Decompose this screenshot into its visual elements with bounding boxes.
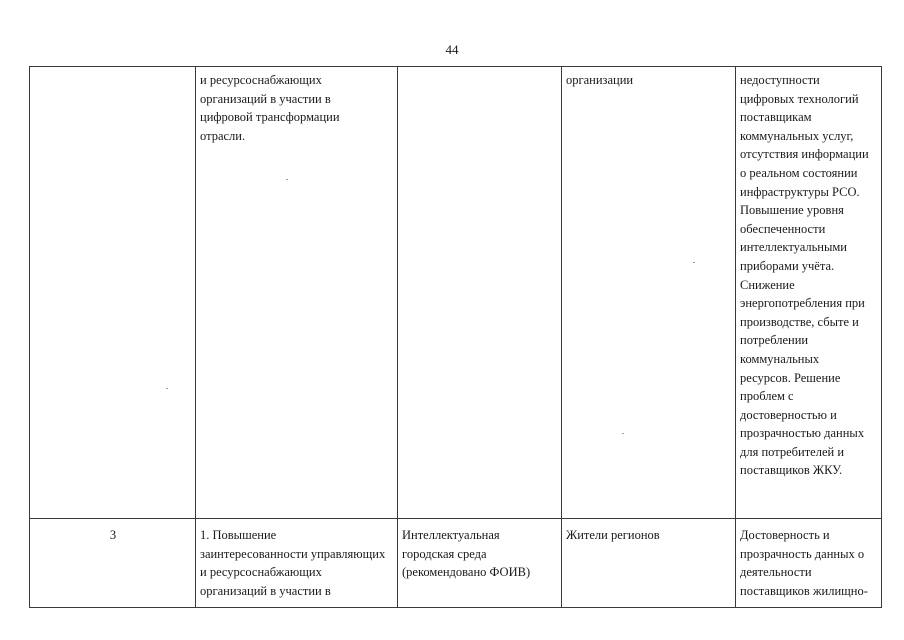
table-row bbox=[30, 67, 882, 519]
cell-effects bbox=[736, 67, 882, 519]
cell-project bbox=[398, 67, 562, 519]
cell-effects bbox=[736, 519, 882, 608]
cell-task bbox=[196, 67, 398, 519]
cell-task-text: и ресурсоснабжающих организаций в участии в цифровой трансформации отрасли. bbox=[200, 73, 340, 143]
document-table bbox=[29, 66, 882, 608]
cell-beneficiaries-text: Жители регионов bbox=[566, 528, 660, 542]
row-number: 3 bbox=[109, 528, 117, 542]
cell-project bbox=[398, 519, 562, 608]
cell-number bbox=[30, 519, 196, 608]
page-number: 44 bbox=[445, 42, 459, 57]
cell-effects-text: недоступности цифровых технологий поставщикам коммунальных услуг, отсутствия информации о реальном состоянии инфраструктуры РСО. Повышение уровня обеспеченности интеллектуальными приборами учёта. Снижение энергопотребления при производстве, сбыте и потреблении коммунальных ресурсов. Решение проблем с достоверностью и прозрачностью данных для потребителей и поставщиков ЖКУ. bbox=[740, 73, 869, 478]
cell-beneficiaries bbox=[562, 67, 736, 519]
scan-speck bbox=[622, 433, 624, 434]
scan-speck bbox=[166, 388, 168, 389]
cell-number bbox=[30, 67, 196, 519]
cell-effects-text: Достоверность и прозрачность данных о деятельности поставщиков жилищно- bbox=[740, 528, 868, 598]
cell-task bbox=[196, 519, 398, 608]
scan-speck bbox=[286, 179, 288, 180]
cell-beneficiaries-text: организации bbox=[566, 73, 634, 87]
scan-speck bbox=[693, 262, 695, 263]
cell-beneficiaries bbox=[562, 519, 736, 608]
cell-task-text: 1. Повышение заинтересованности управляющих и ресурсоснабжающих организаций в участии в bbox=[200, 528, 386, 598]
cell-project-text: Интеллектуальная городская среда (рекомендовано ФОИВ) bbox=[402, 528, 531, 580]
table-row bbox=[30, 519, 882, 608]
